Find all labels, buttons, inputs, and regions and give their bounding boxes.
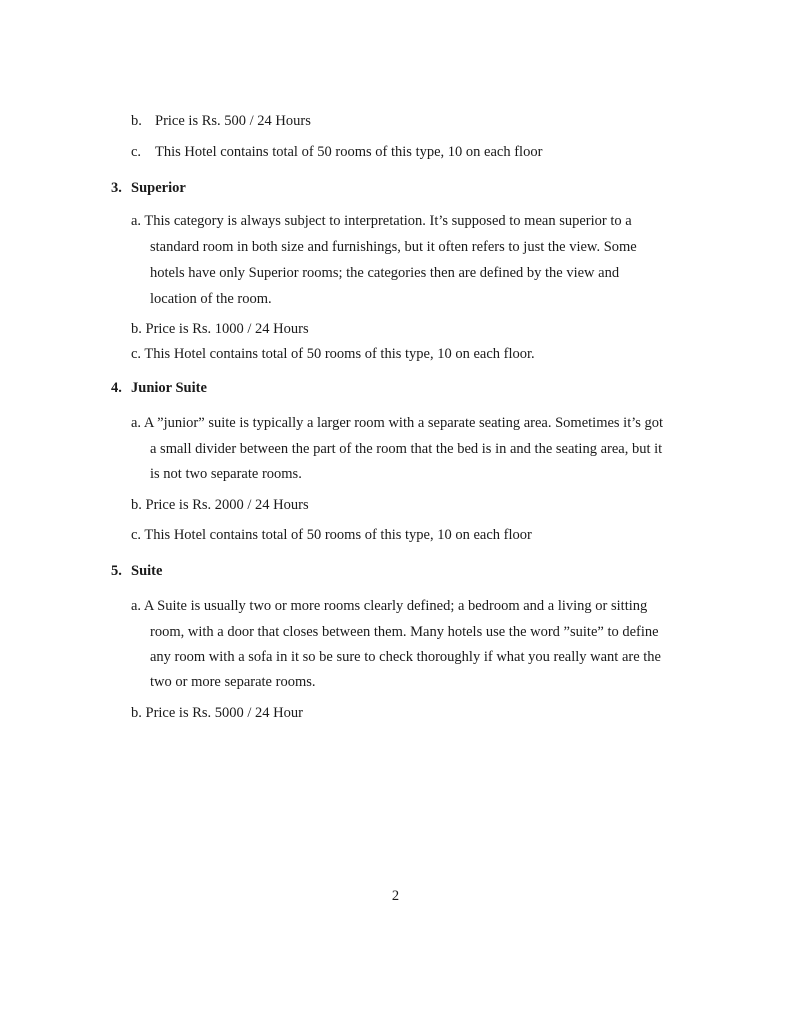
section-title: Suite: [131, 563, 163, 579]
paragraph-line: standard room in both size and furnishings, but it often refers to just the view. Some: [150, 239, 637, 255]
list-item-c: c. This Hotel contains total of 50 rooms of this type, 10 on each floor: [131, 527, 532, 543]
paragraph-line: two or more separate rooms.: [150, 674, 316, 690]
page-number: 2: [391, 888, 400, 904]
section-number: 3.: [111, 180, 122, 196]
paragraph-line: room, with a door that closes between them. Many hotels use the word ”suite” to define: [150, 624, 659, 640]
list-item-b: [131, 112, 311, 130]
paragraph-line: a. A ”junior” suite is typically a larger room with a separate seating area. Sometimes it’s got: [131, 415, 664, 431]
section-heading-suite: [111, 562, 162, 580]
list-marker: c.: [131, 144, 142, 160]
list-item-c: c. This Hotel contains total of 50 rooms of this type, 10 on each floor.: [131, 346, 535, 362]
section-number: 5.: [111, 563, 122, 579]
list-item-b: b. Price is Rs. 5000 / 24 Hour: [131, 705, 303, 721]
list-item-b: b. Price is Rs. 2000 / 24 Hours: [131, 497, 309, 513]
list-text: Price is Rs. 500 / 24 Hours: [155, 113, 311, 129]
paragraph-line: hotels have only Superior rooms; the categories then are defined by the view and: [150, 265, 620, 281]
section-title: Junior Suite: [131, 380, 207, 396]
paragraph-line: is not two separate rooms.: [150, 466, 302, 482]
paragraph-line: location of the room.: [150, 291, 272, 307]
list-text: This Hotel contains total of 50 rooms of this type, 10 on each floor: [155, 144, 543, 160]
paragraph-line: a. A Suite is usually two or more rooms clearly defined; a bedroom and a living or sitting: [131, 598, 648, 614]
section-number: 4.: [111, 380, 122, 396]
list-item-b: b. Price is Rs. 1000 / 24 Hours: [131, 321, 309, 337]
paragraph-line: a small divider between the part of the room that the bed is in and the seating area, but it: [150, 441, 663, 457]
section-heading-junior-suite: [111, 379, 207, 397]
list-item-c: [131, 143, 542, 161]
section-title: Superior: [131, 180, 186, 196]
list-marker: b.: [131, 113, 142, 129]
paragraph-line: a. This category is always subject to interpretation. It’s supposed to mean superior to a: [131, 213, 632, 229]
paragraph-line: any room with a sofa in it so be sure to check thoroughly if what you really want are the: [150, 649, 661, 665]
section-heading-superior: [111, 179, 186, 197]
